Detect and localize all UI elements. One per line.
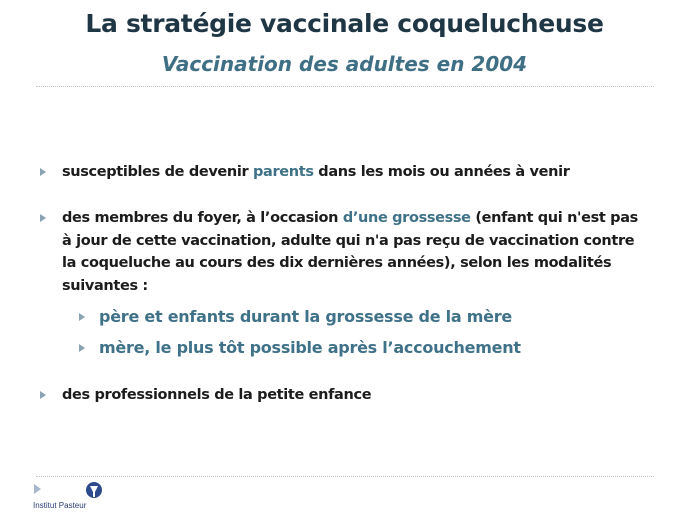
bullet-parents-after: dans les mois ou années à venir [313,164,570,180]
bullet-foyer-line1-after: (enfant qui n'est pas [470,210,638,226]
bottom-divider [36,476,654,477]
bullet-arrow-icon [39,390,47,400]
sub-bullet-pere: père et enfants durant la grossesse de la mère [99,307,513,326]
bullet-foyer-line3: la coqueluche au cours des dix dernières années), selon les modalités [62,255,612,271]
slide-subtitle: Vaccination des adultes en 2004 [161,52,528,76]
slide-title [0,9,689,38]
bullet-foyer-line1 [62,207,638,230]
bullet-foyer-line1-before: des membres du foyer, à l’occasion [62,210,343,226]
bullet-professionnels: des professionnels de la petite enfance [62,387,372,403]
pasteur-emblem-icon [32,481,112,501]
bullet-foyer-highlight: d’une grossesse [342,210,471,226]
bullet-arrow-icon [39,167,47,177]
bullet-parents [62,161,570,184]
bullet-foyer-line2: à jour de cette vaccination, adulte qui n'a pas reçu de vaccination contre [62,232,635,249]
sub-bullet-mere: mère, le plus tôt possible après l’accouchement [99,338,521,357]
bullet-foyer [62,207,638,297]
bullet-foyer-line4: suivantes : [62,277,148,294]
slide-title-suffix: use [554,9,604,38]
bullet-arrow-icon [39,213,47,223]
top-divider [36,86,654,87]
slide-title-main: La stratégie vaccinale coqueluche [85,9,555,38]
institut-pasteur-logo [32,481,112,513]
sub-bullet-arrow-icon [78,343,86,353]
sub-bullet-arrow-icon [78,312,86,322]
logo-text: Institut Pasteur [33,501,87,510]
bullet-parents-before: susceptibles de devenir [62,164,254,180]
bullet-parents-highlight: parents [253,164,314,180]
